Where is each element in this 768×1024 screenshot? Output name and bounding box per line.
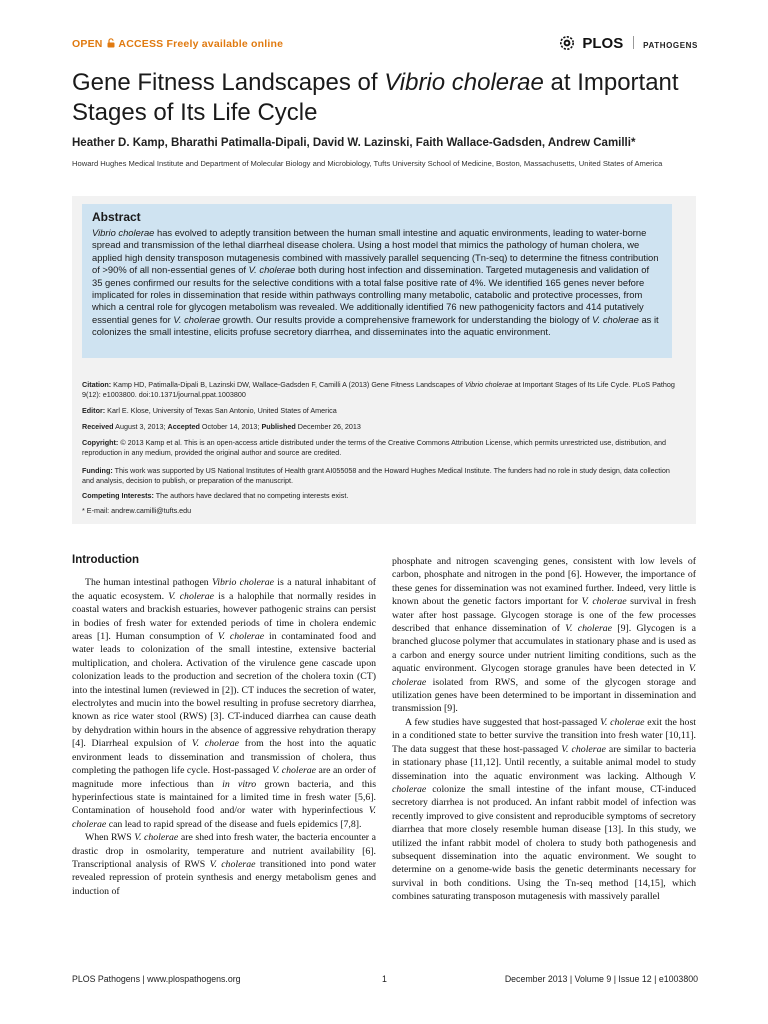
publisher-name: PLOS — [582, 35, 624, 52]
right-column — [392, 555, 696, 904]
corresponding-email: * E-mail: andrew.camilli@tufts.edu — [82, 506, 192, 515]
copyright: Copyright: © 2013 Kamp et al. This is an open-access article distributed under the terms of the Creative Commons Attribution License, which permits unrestricted use, distribution, and reproduction in any medium, provided the original author and source are credited. — [82, 438, 667, 458]
open-access-suffix: ACCESS Freely available online — [118, 38, 284, 50]
open-lock-icon — [107, 38, 115, 48]
footer-issue-info: December 2013 | Volume 9 | Issue 12 | e1003800 — [504, 974, 698, 984]
author-list: Heather D. Kamp, Bharathi Patimalla-Dipali, David W. Lazinski, Faith Wallace-Gadsden, Andrew Camilli* — [72, 137, 636, 149]
article-info-box — [72, 196, 696, 524]
intro-paragraph-2: When RWS V. cholerae are shed into fresh water, the bacteria encounter a drastic drop in osmolarity, temperature and nutrient availability [6]. Transcriptional analysis of RWS V. cholerae transitioned into pond water revealed repression of protein synthesis and energy metabolism genes and induction of — [72, 832, 377, 897]
publication-dates: Received August 3, 2013; Accepted October 14, 2013; Published December 26, 2013 — [82, 422, 361, 431]
plos-logo — [558, 34, 698, 53]
journal-header — [72, 34, 698, 56]
abstract-text: Vibrio cholerae has evolved to adeptly transition between the human small intestine and aquatic environments, leading to water-borne spread and transmission of the lethal diarrheal disease cholera. Using a host model that mimics the pathology of human cholera, we applied high density transposon mutagenesis combined with massively parallel sequencing (Tn-seq) to determine the fitness contribution of >90% of all non-essential genes of V. cholerae both during host infection and dissemination. Targeted mutagenesis and validation of 35 genes confirmed our results for the selective conditions with a total false positive rate of 4%. We identified 165 genes never before implicated for roles in dissemination that reside within pathways controlling many metabolic, catabolic and protective processes, from which a central role for glycogen metabolism was revealed. We additionally identified 76 new pathogenicity factors and 414 putatively essential genes for V. cholerae growth. Our results provide a comprehensive framework for understanding the biology of V. cholerae as it colonizes the small intestine, elicits profuse secretory diarrhea, and disseminates into the aquatic environment. — [92, 227, 659, 338]
abstract-heading: Abstract — [92, 210, 141, 224]
intro-paragraph-2-continued: phosphate and nitrogen scavenging genes, consistent with low levels of carbon, phosphate and nitrogen in the pond [6]. However, the importance of these genes for dissemination was not examined further. Indeed, very little is known about the genetic factors important for V. cholerae survival in fresh water after host passage. Glycogen storage is one of the few processes described that enhance dissemination of V. cholerae [9]. Glycogen is a branched glucose polymer that accumulates in stationary phase and is used as a carbon and energy source under nutrient limiting conditions, such as the aquatic environment. Glycogen storage granules have been detected in V. cholerae isolated from RWS, and some of the glycogen storage and utilization genes have been determined to be important in dissemination and transmission [9]. — [392, 556, 696, 715]
funding: Funding: This work was supported by US National Institutes of Health grant AI055058 and the Howard Hughes Medical Institute. The funders had no role in study design, data collection and analysis, decision to publish, or preparation of the manuscript. — [82, 466, 670, 486]
intro-paragraph-3: A few studies have suggested that host-passaged V. cholerae exit the host in a conditioned state to better survive the transition into fresh water [10,11]. The data suggest that these host-passaged V. cholerae are similar to bacteria in stationary phase [11,12]. Until recently, a suitable animal model to study dissemination into the aquatic environment was lacking. Although V. cholerae colonize the small intestine of the infant mouse, CT-induced secretory diarrhea is not produced. An infant rabbit model of infection was recently improved to give consistent and reproducible symptoms of secretory diarrhea that more closely resemble human disease [13]. In this study, we utilized the infant rabbit model of cholera to study both pathogenesis and subsequent dissemination into the aquatic environment. We sought to determine on a genome-wide basis the genetic determinants necessary for survival in both conditions. Using the Tn-seq method [14,15], which combines saturating transposon mutagenesis with massively parallel — [392, 716, 696, 903]
introduction-heading: Introduction — [72, 554, 140, 566]
left-column — [72, 554, 376, 898]
page-footer — [72, 974, 698, 988]
article-title: Gene Fitness Landscapes of Vibrio cholerae at Important Stages of Its Life Cycle — [72, 69, 679, 126]
open-access-prefix: OPEN — [72, 38, 103, 50]
editor: Editor: Karl E. Klose, University of Texas San Antonio, United States of America — [82, 406, 337, 415]
footer-journal-url: PLOS Pathogens | www.plospathogens.org — [72, 974, 241, 984]
intro-paragraph-1: The human intestinal pathogen Vibrio cholerae is a natural inhabitant of the aquatic ecosystem. V. cholerae is a halophile that normally resides in coastal waters and brackish estuaries, however pathogenic strains can persist in bodies of fresh water for extended periods of time in cholera endemic areas [1]. Human consumption of V. cholerae in contaminated food and water leads to colonization of the small intestine, extensive bacterial multiplication, and cholera. Activation of the virulence gene cascade upon colonization leads to the production and secretion of the cholera toxin (CT) into the intestinal lumen (reviewed in [2]). CT induces the secretion of water, electrolytes and mucin into the bowel resulting in profuse secretory diarrhea, known as rice water stool (RWS) [3]. CT-induced diarrhea can cause death by dehydration within hours in the absence of aggressive rehydration therapy [4]. Diarrheal expulsion of V. cholerae from the host into the aquatic environment leads to dissemination and transmission of cholera, thus completing the pathogen life cycle. Host-passaged V. cholerae are an order of magnitude more infectious than in vitro grown bacteria, and this hyperinfectious state is maintained for a limited time in fresh water [5,6]. Contamination of household food and/or water with hyperinfectious V. cholerae can lead to rapid spread of the disease and fuels epidemics [7,8]. — [72, 577, 377, 830]
open-access-banner — [72, 38, 283, 50]
title-species: Vibrio cholerae — [384, 69, 544, 96]
journal-name: PATHOGENS — [643, 41, 698, 50]
affiliation: Howard Hughes Medical Institute and Department of Molecular Biology and Microbiology, Tufts University School of Medicine, Boston, Massachusetts, United States of America — [72, 159, 663, 168]
plos-gear-icon — [558, 34, 576, 52]
page-number: 1 — [382, 974, 387, 984]
logo-divider — [633, 36, 634, 49]
abstract-box — [82, 204, 672, 358]
competing-interests: Competing Interests: The authors have declared that no competing interests exist. — [82, 491, 349, 500]
citation: Citation: Kamp HD, Patimalla-Dipali B, Lazinski DW, Wallace-Gadsden F, Camilli A (2013) Gene Fitness Landscapes of Vibrio cholerae at Important Stages of Its Life Cycle. PLoS Pathog 9(12): e1003800. doi:10.1371/journal.ppat.1003800 — [82, 380, 675, 400]
